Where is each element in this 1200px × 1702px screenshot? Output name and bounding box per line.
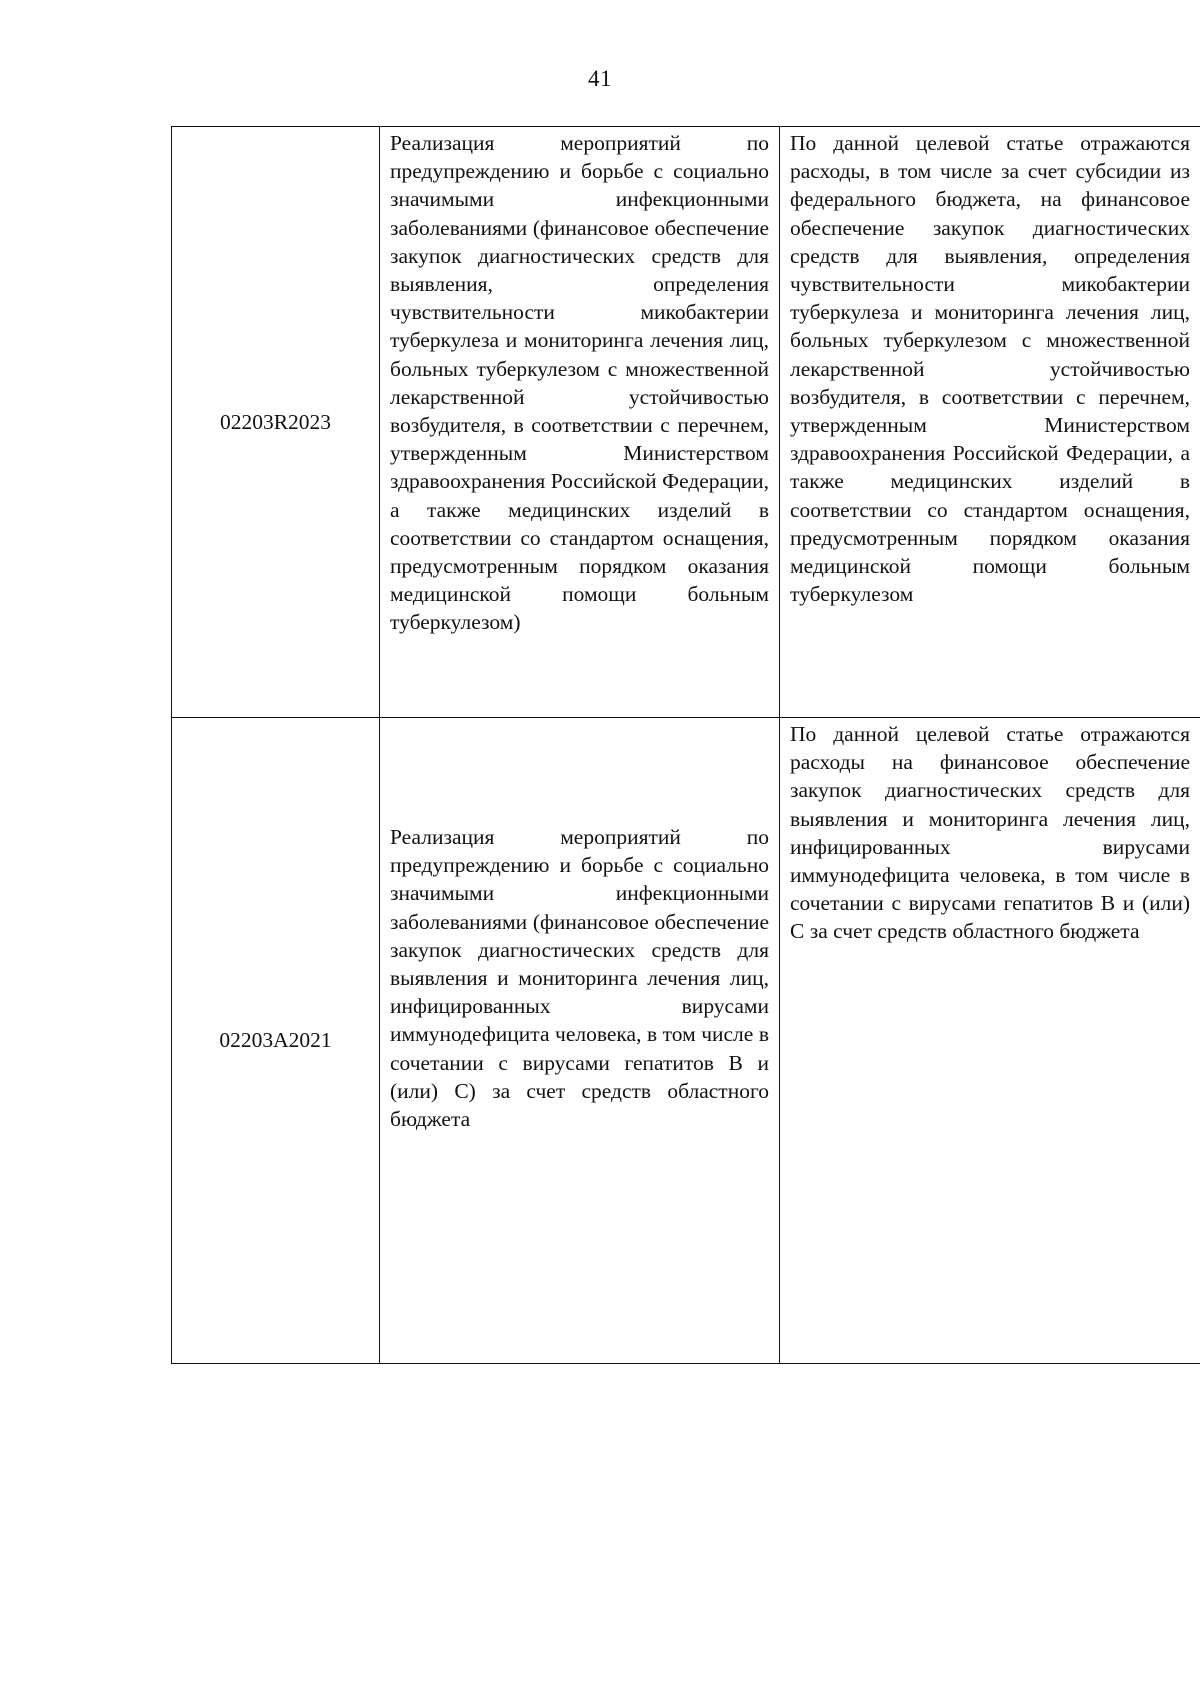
target-article-code	[172, 718, 380, 1364]
target-article-description	[780, 718, 1200, 1364]
target-article-code	[172, 127, 380, 718]
description-text: По данной целевой статье отражаются расходы, в том числе за счет субсидии из федерального бюджета, на финансовое обеспечение закупок диагностических средств для выявления, определения чувствительности микобактерии туберкулеза и мониторинга лечения лиц, больных туберкулезом с множественной лекарственной устойчивостью возбудителя, в соответствии с перечнем, утвержденным Министерством здравоохранения Российской Федерации, а также медицинских изделий в соответствии со стандартом оснащения, предусмотренным порядком оказания медицинской помощи больным туберкулезом	[790, 131, 1190, 607]
description-text: По данной целевой статье отражаются расходы на финансовое обеспечение закупок диагностических средств для выявления и мониторинга лечения лиц, инфицированных вирусами иммунодефицита человека, в том числе в сочетании с вирусами гепатитов В и (или) С за счет средств областного бюджета	[790, 722, 1190, 944]
name-text: Реализация мероприятий по предупреждению и борьбе с социально значимыми инфекционными заболеваниями (финансовое обеспечение закупок диагностических средств для выявления и мониторинга лечения лиц, инфицированных вирусами иммунодефицита человека, в том числе в сочетании с вирусами гепатитов В и (или) С) за счет средств областного бюджета	[390, 825, 769, 1132]
name-text: Реализация мероприятий по предупреждению и борьбе с социально значимыми инфекционными заболеваниями (финансовое обеспечение закупок диагностических средств для выявления, определения чувствительности микобактерии туберкулеза и мониторинга лечения лиц, больных туберкулезом с множественной лекарственной устойчивостью возбудителя, в соответствии с перечнем, утвержденным Министерством здравоохранения Российской Федерации, а также медицинских изделий в соответствии со стандартом оснащения, предусмотренным порядком оказания медицинской помощи больным туберкулезом)	[390, 131, 769, 635]
page-number: 41	[588, 66, 612, 91]
budget-classification-table	[171, 126, 1200, 1364]
target-article-description	[780, 127, 1200, 718]
table-row	[172, 127, 1200, 718]
code-text: 02203A2021	[219, 1028, 332, 1053]
target-article-name	[380, 718, 780, 1364]
table-row	[172, 718, 1200, 1364]
target-article-name	[380, 127, 780, 718]
code-text: 02203R2023	[219, 409, 332, 434]
